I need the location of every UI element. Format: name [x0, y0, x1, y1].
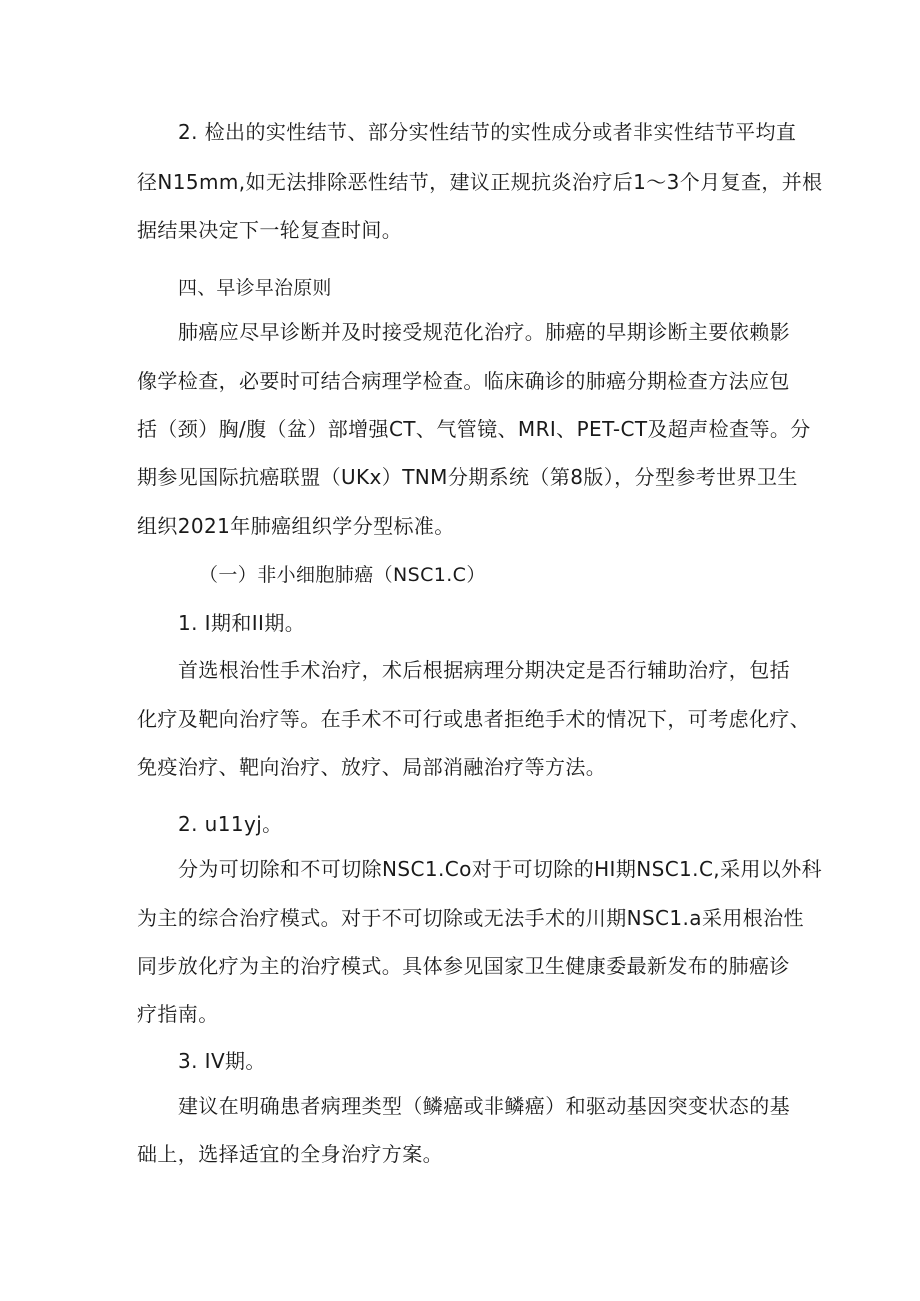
paragraph-line: 免疫治疗、靶向治疗、放疗、局部消融治疗等方法。 [137, 755, 607, 779]
subsection-heading: （一）非小细胞肺癌（NSC1.C） [199, 564, 486, 586]
paragraph-line: 2. 检出的实性结节、部分实性结节的实性成分或者非实性结节平均直 [178, 120, 797, 144]
paragraph-line: 础上，选择适宜的全身治疗方案。 [137, 1142, 443, 1166]
paragraph-line: 组织2021年肺癌组织学分型标准。 [137, 514, 455, 538]
paragraph-line: 化疗及靶向治疗等。在手术不可行或患者拒绝手术的情况下，可考虑化疗、 [137, 707, 811, 731]
paragraph-line: 疗指南。 [137, 1002, 219, 1026]
paragraph-line: 同步放化疗为主的治疗模式。具体参见国家卫生健康委最新发布的肺癌诊 [137, 954, 790, 978]
paragraph-line: 为主的综合治疗模式。对于不可切除或无法手术的川期NSC1.a采用根治性 [137, 906, 804, 930]
list-item: 1. I期和II期。 [178, 611, 306, 635]
paragraph-line: 首选根治性手术治疗，术后根据病理分期决定是否行辅助治疗，包括 [178, 658, 790, 682]
list-item: 2. u11yj。 [178, 812, 283, 836]
paragraph-line: 径N15mm,如无法排除恶性结节，建议正规抗炎治疗后1〜3个月复查，并根 [137, 170, 823, 194]
paragraph-line: 期参见国际抗癌联盟（UKx）TNM分期系统（第8版），分型参考世界卫生 [137, 465, 798, 489]
paragraph-line: 肺癌应尽早诊断并及时接受规范化治疗。肺癌的早期诊断主要依赖影 [178, 320, 790, 344]
list-item: 3. IV期。 [178, 1049, 266, 1073]
paragraph-line: 像学检查，必要时可结合病理学检查。临床确诊的肺癌分期检查方法应包 [137, 369, 790, 393]
section-heading: 四、早诊早治原则 [178, 277, 332, 299]
paragraph-line: 据结果决定下一轮复查时间。 [137, 218, 403, 242]
paragraph-line: 建议在明确患者病理类型（鳞癌或非鳞癌）和驱动基因突变状态的基 [178, 1094, 790, 1118]
paragraph-line: 分为可切除和不可切除NSC1.Co对于可切除的HI期NSC1.C,采用以外科 [178, 857, 823, 881]
paragraph-line: 括（颈）胸/腹（盆）部增强CT、气管镜、MRI、PET-CT及超声检查等。分 [137, 417, 811, 441]
